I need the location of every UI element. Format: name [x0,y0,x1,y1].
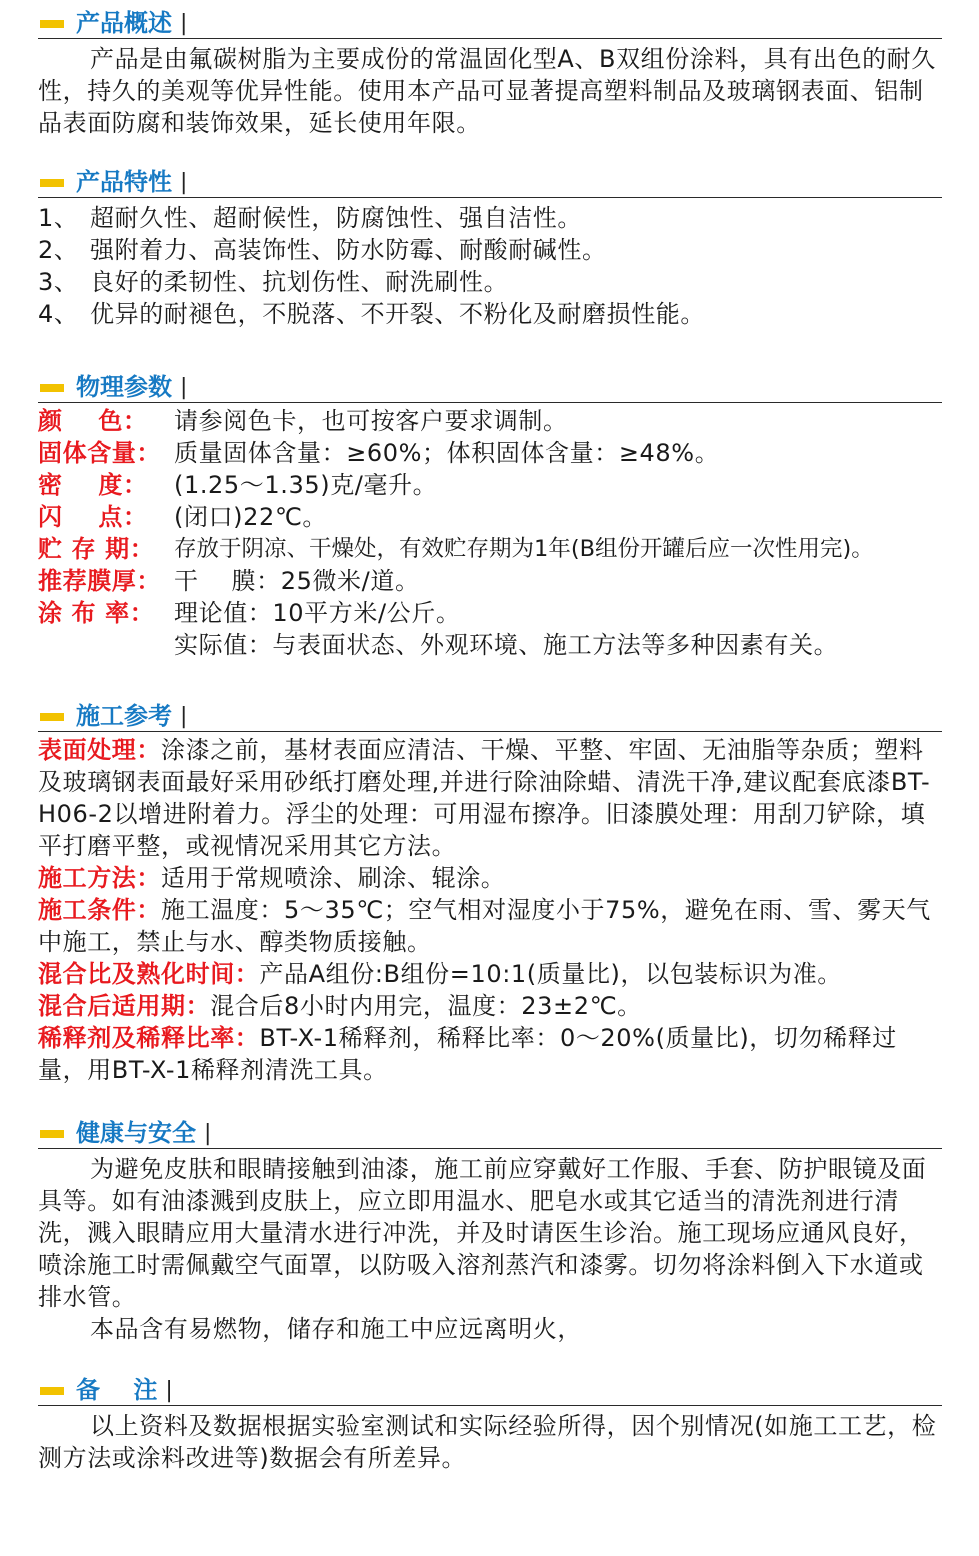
section-title: 施工参考 [76,702,172,730]
param-value: 理论值：10平方米/公斤。 [174,599,461,627]
section-title: 物理参数 [76,373,172,401]
application-item [38,958,942,990]
list-item [38,234,942,266]
application-item [38,862,942,894]
section-physical [38,370,942,661]
application-value: 产品A组份:B组份=10:1(质量比)，以包装标识为准。 [259,960,842,988]
param-key: 推荐膜厚： [38,567,161,595]
application-value: 适用于常规喷涂、刷涂、辊涂。 [161,864,506,892]
application-key: 混合后适用期： [38,992,211,1020]
section-divider-tick: | [180,375,188,400]
application-value: 施工温度：5～35℃；空气相对湿度小于75%，避免在雨、雪、雾天气中施工，禁止与水、醇类物质接触。 [38,896,931,956]
section-header [38,165,942,198]
section-divider-tick: | [165,1378,173,1403]
param-key: 贮 存 期： [38,535,155,563]
application-item [38,894,942,958]
application-key: 表面处理： [38,736,161,764]
section-notes [38,1373,942,1474]
application-key: 施工条件： [38,896,161,924]
list-text: 强附着力、高装饰性、防水防霉、耐酸耐碱性。 [90,236,607,264]
application-key: 混合比及熟化时间： [38,960,260,988]
param-key: 固体含量： [38,439,161,467]
section-application [38,699,942,1086]
param-value: 存放于阴凉、干燥处，有效贮存期为1年(B组份开罐后应一次性用完)。 [174,536,874,562]
application-item [38,1022,942,1086]
param-value: 干 膜：25微米/道。 [174,567,420,595]
section-marker-bar [40,713,64,721]
application-item [38,734,942,862]
section-title: 产品概述 [76,9,172,37]
param-row [38,533,942,565]
list-text: 良好的柔韧性、抗划伤性、耐洗刷性。 [90,268,509,296]
application-key: 施工方法： [38,864,161,892]
section-marker-bar [40,1130,64,1138]
list-text: 优异的耐褪色，不脱落、不开裂、不粉化及耐磨损性能。 [90,300,705,328]
safety-paragraph: 本品含有易燃物，储存和施工中应远离明火， [90,1315,582,1343]
param-value: (1.25～1.35)克/毫升。 [174,471,438,499]
application-value: BT-X-1稀释剂，稀释比率：0～20%(质量比)，切勿稀释过量，用BT-X-1稀释剂清洗工具。 [38,1024,897,1084]
param-key: 颜 色： [38,407,148,435]
list-item [38,298,942,330]
overview-paragraph: 产品是由氟碳树脂为主要成份的常温固化型A、B双组份涂料，具有出色的耐久性，持久的美观等优异性能。使用本产品可显著提高塑料制品及玻璃钢表面、铝制品表面防腐和装饰效果，延长使用年限。 [38,45,936,137]
section-title: 产品特性 [76,168,172,196]
section-divider-tick: | [180,704,188,729]
param-key: 涂 布 率： [38,599,155,627]
param-value: 质量固体含量：≥60%；体积固体含量：≥48%。 [174,439,720,467]
section-header [38,1116,942,1149]
param-row [38,565,942,597]
section-divider-tick: | [204,1121,212,1146]
param-row [38,437,942,469]
section-divider-tick: | [180,11,188,36]
param-key: 闪 点： [38,503,148,531]
list-number: 1、 [38,204,79,232]
section-marker-bar [40,20,64,28]
notes-paragraph: 以上资料及数据根据实验室测试和实际经验所得，因个别情况(如施工工艺，检测方法或涂料改进等)数据会有所差异。 [38,1412,937,1472]
section-marker-bar [40,179,64,187]
section-divider-tick: | [180,170,188,195]
section-title: 健康与安全 [76,1119,196,1147]
param-key: 密 度： [38,471,148,499]
list-text: 超耐久性、超耐候性，防腐蚀性、强自洁性。 [90,204,582,232]
list-item [38,266,942,298]
section-safety [38,1116,942,1345]
list-number: 3、 [38,268,79,296]
section-header [38,699,942,732]
application-key: 稀释剂及稀释比率： [38,1024,260,1052]
param-row [38,469,942,501]
param-row [38,405,942,437]
section-header [38,6,942,39]
section-marker-bar [40,1387,64,1395]
section-header [38,1373,942,1406]
list-number: 2、 [38,236,79,264]
section-header [38,370,942,403]
param-row [38,597,942,629]
param-value: (闭口)22℃。 [174,503,328,531]
application-item [38,990,942,1022]
list-item [38,202,942,234]
section-title: 备 注 [76,1376,158,1404]
safety-paragraph: 为避免皮肤和眼睛接触到油漆，施工前应穿戴好工作服、手套、防护眼镜及面具等。如有油漆溅到皮肤上，应立即用温水、肥皂水或其它适当的清洗剂进行清洗，溅入眼睛应用大量清水进行冲洗，并及时请医生诊治。施工现场应通风良好，喷涂施工时需佩戴空气面罩，以防吸入溶剂蒸汽和漆雾。切勿将涂料倒入下水道或排水管。 [38,1155,927,1311]
param-continuation: 实际值：与表面状态、外观环境、施工方法等多种因素有关。 [174,631,839,659]
application-value: 混合后8小时内用完，温度：23±2℃。 [210,992,642,1020]
application-value: 涂漆之前，基材表面应清洁、干燥、平整、牢固、无油脂等杂质；塑料及玻璃钢表面最好采用砂纸打磨处理,并进行除油除蜡、清洗干净,建议配套底漆BT-H06-2以增进附着力。浮尘的处理：可用湿布擦净。旧漆膜处理：用刮刀铲除，填平打磨平整，或视情况采用其它方法。 [38,736,931,860]
section-features [38,165,942,330]
param-value: 请参阅色卡，也可按客户要求调制。 [174,407,568,435]
document-page [38,6,942,1474]
param-row [38,501,942,533]
list-number: 4、 [38,300,79,328]
section-marker-bar [40,384,64,392]
section-overview [38,6,942,139]
